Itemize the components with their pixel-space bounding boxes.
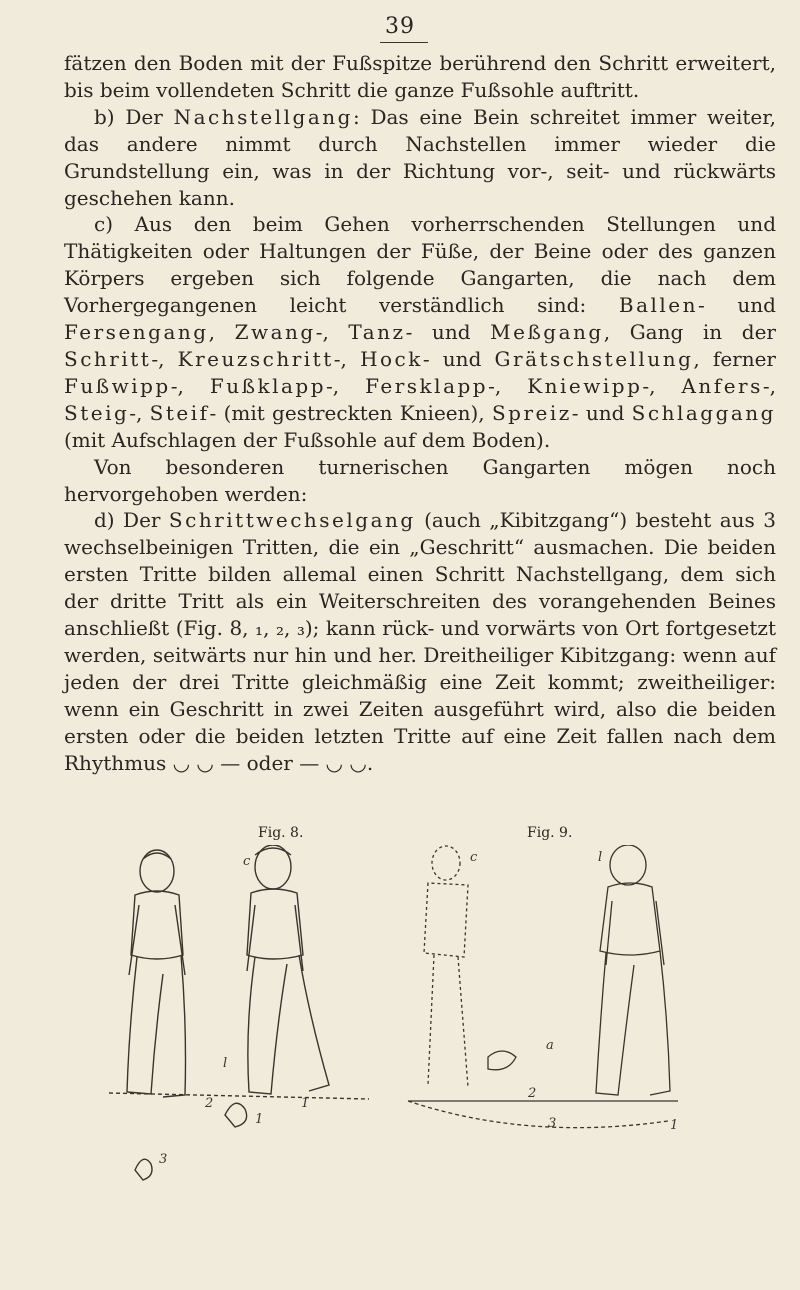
fig8-left-leg-b — [163, 955, 186, 1097]
paragraph-d-text: (auch „Kibitzgang“) besteht aus 3 wechselbeinigen Tritten, die ein „Geschritt“ ausmachen. Die beiden ersten Tritte bilden allemal einen Schritt Nachstellgang, dem sich der dritte Tritt als ein Weiterschreiten des vorangehenden Beines anschließt (Fig. 8, ₁, ₂, ₃); kann rück- und vorwärts von Ort fortgesetzt werden, seitwärts nur hin und her. Dreitheiliger Kibitzgang: wenn auf jeden der drei Tritte gleichmäßig eine Zeit kommt; zweitheiliger: wenn ein Geschritt in zwei Zeiten ausgeführt wird, also die beiden ersten oder die beiden letzten Tritte auf eine Zeit fallen nach dem Rhythmus ◡ ◡ — oder — ◡ ◡. — [64, 508, 776, 775]
sep-7: -, — [333, 346, 361, 371]
paragraph-c-text: c) Aus den beim Gehen vorherrschenden Stellungen und Thätigkeiten oder Haltungen der Füße, der Beine oder des ganzen Körpers ergeben sich folgende Gangarten, die nach dem Vorhergegangenen leicht verständlich sind: — [64, 212, 776, 318]
fig9-label-a: a — [546, 1038, 554, 1053]
paragraph-d-label: d) Der — [94, 508, 169, 533]
term-kreuzschritt: Kreuzschritt — [177, 346, 334, 371]
fig9-ghost-legs — [428, 955, 468, 1087]
term-anfers: Anfers — [681, 373, 763, 398]
term-nachstellgang: Nachstellgang — [173, 104, 353, 129]
fig9-label-3: 3 — [548, 1116, 557, 1131]
sep-10: -, — [170, 373, 210, 398]
fig9-figure-leg-a — [596, 953, 634, 1095]
fig8-left-torso — [131, 891, 183, 959]
figure-9-illustration — [398, 845, 698, 1180]
paragraph-continuation: fätzen den Boden mit der Fußspitze berührend den Schritt erweitert, bis beim vollendeten Schritt die ganze Fußsohle auftritt. — [64, 51, 776, 102]
term-steig: Steig — [64, 400, 130, 425]
term-kniewipp: Kniewipp — [527, 373, 643, 398]
sep-16: - (mit gestreckten Knieen), — [209, 400, 492, 425]
sep-12: -, — [488, 373, 528, 398]
fig8-label-1b: 1 — [255, 1112, 264, 1127]
fig8-left-head — [140, 850, 174, 892]
term-schrittwechselgang: Schrittwechselgang — [168, 508, 416, 533]
fig9-arc-line — [408, 1101, 668, 1128]
fig9-figure-leg-b — [650, 951, 670, 1095]
sep-15: -, — [129, 400, 150, 425]
figure-8-illustration — [105, 845, 395, 1225]
fig8-label-1: 1 — [301, 1096, 310, 1111]
sep-11: -, — [326, 373, 366, 398]
figure-9-drawing — [398, 845, 698, 1180]
term-fersengang: Fersengang — [64, 320, 209, 345]
fig9-label-c: c — [470, 850, 478, 865]
sep-18: (mit Aufschlagen der Fußsohle auf dem Boden). — [64, 427, 551, 452]
fig9-figure-torso — [600, 883, 660, 955]
sep-14: -, — [762, 373, 776, 398]
sep-3: -, — [315, 320, 349, 345]
term-schlaggang: Schlaggang — [631, 400, 776, 425]
sep-17: - und — [571, 400, 632, 425]
term-fussklapp: Fußklapp — [209, 373, 327, 398]
term-graetschstellung: Grätschstellung — [494, 346, 694, 371]
paragraph-c — [64, 211, 776, 453]
fig9-ghost-torso — [424, 883, 468, 957]
term-steif: Steif — [149, 400, 210, 425]
fig8-right-hair — [255, 848, 291, 855]
term-spreiz: Spreiz — [491, 400, 572, 425]
paragraph-intro-d: Von besonderen turnerischen Gangarten mögen noch hervorgehoben werden: — [64, 454, 776, 506]
sep-4: - und — [405, 320, 491, 345]
paragraph-b-text: : Das eine Bein schreitet immer weiter, das andere nimmt durch Nachstellen immer wieder die Grundstellung ein, was in der Richtung vor-, seit- und rückwärts geschehen kann. — [64, 104, 776, 210]
term-fersklapp: Fersklapp — [365, 373, 489, 398]
sep-9: , ferner — [693, 346, 776, 371]
fig8-right-torso — [247, 889, 303, 959]
page-number: 39 — [385, 14, 415, 39]
sep-1: - und — [698, 293, 776, 318]
fig9-footprint — [488, 1051, 516, 1070]
fig9-label-2: 2 — [528, 1086, 537, 1101]
fig9-label-l: l — [598, 850, 603, 865]
paragraph-b — [64, 104, 776, 212]
fig9-ghost-head — [432, 846, 460, 880]
figure-8-drawing — [105, 845, 395, 1225]
fig8-footprint-1 — [225, 1103, 247, 1127]
term-tanz: Tanz — [348, 320, 406, 345]
sep-8: - und — [422, 346, 495, 371]
fig8-right-leg-a — [248, 957, 287, 1094]
figure-8-caption: Fig. 8. — [258, 825, 304, 841]
fig8-label-c: c — [243, 854, 251, 869]
term-ballen: Ballen — [618, 293, 699, 318]
figure-9-caption: Fig. 9. — [527, 825, 573, 841]
fig8-footprint-2 — [135, 1159, 152, 1180]
sep-2: , — [208, 320, 235, 345]
term-fusswipp: Fußwipp — [64, 373, 171, 398]
text-body — [64, 50, 776, 776]
fig8-right-arms — [247, 905, 303, 971]
page-number-rule — [380, 42, 428, 43]
term-zwang: Zwang — [234, 320, 316, 345]
fig9-figure-head — [610, 845, 646, 885]
fig8-left-leg-a — [127, 957, 163, 1094]
paragraph-b-label: b) Der — [94, 104, 174, 129]
fig8-label-l: l — [223, 1056, 228, 1071]
fig8-label-3: 3 — [159, 1152, 168, 1167]
sep-13: -, — [642, 373, 682, 398]
fig8-left-arms — [129, 905, 185, 975]
paragraph-d — [64, 507, 776, 776]
fig9-label-1: 1 — [670, 1118, 679, 1133]
term-hock: Hock — [360, 346, 423, 371]
fig8-label-2: 2 — [205, 1096, 214, 1111]
term-messgang: Meßgang — [490, 320, 604, 345]
sep-5: , Gang in der — [603, 320, 776, 345]
sep-6: -, — [151, 346, 178, 371]
term-schritt: Schritt — [64, 346, 152, 371]
fig8-right-leg-b — [299, 955, 329, 1091]
